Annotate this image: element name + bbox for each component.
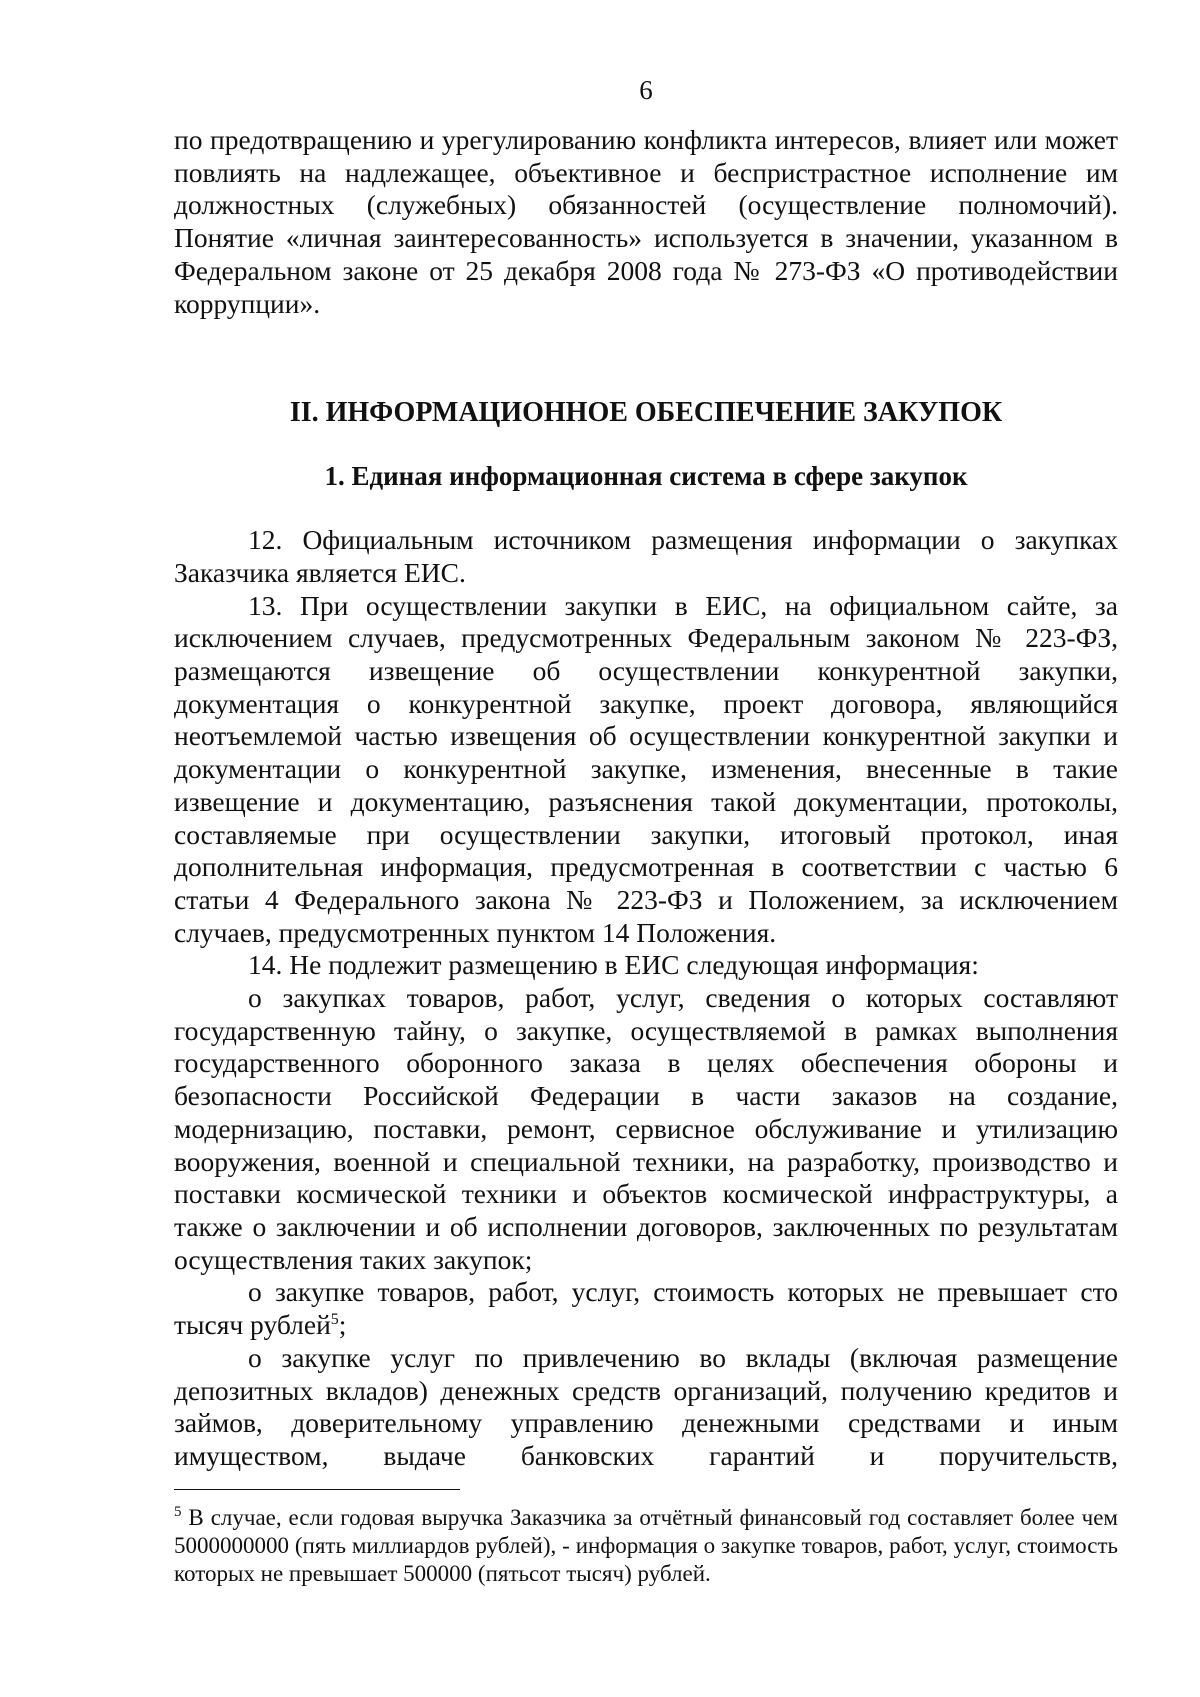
footnote-reference[interactable]: 5 xyxy=(330,1311,339,1329)
footnote-marker: 5 xyxy=(174,1503,182,1520)
document-page xyxy=(174,70,1118,1588)
paragraph-12: 12. Официальным источником размещения информации о закупках Заказчика является ЕИС. xyxy=(174,524,1118,588)
list-item-small-purchase xyxy=(174,1276,1118,1341)
subsection-title: 1. Единая информационная система в сфере закупок xyxy=(324,461,968,492)
paragraph-13: 13. При осуществлении закупки в ЕИС, на официальном сайте, за исключением случаев, предусмотренных Федеральным законом № 223-ФЗ, размещаются извещение об осуществлении конкурентной закупки, документация о конкурентной закупке, проект договора, являющийся неотъемлемой частью извещения об осуществлении конкурентной закупки и документации о конкурентной закупке, изменения, внесенные в такие извещение и документацию, разъяснения такой документации, протоколы, составляемые при осуществлении закупки, итоговый протокол, иная дополнительная информация, предусмотренная в соответствии с частью 6 статьи 4 Федерального закона № 223-ФЗ и Положением, за исключением случаев, предусмотренных пунктом 14 Положения. xyxy=(174,589,1118,948)
section-title: II. ИНФОРМАЦИОННОЕ ОБЕСПЕЧЕНИЕ ЗАКУПОК xyxy=(289,397,1003,429)
footnote-divider xyxy=(174,1489,460,1490)
page-number: 6 xyxy=(639,75,653,105)
footnote xyxy=(174,1504,1118,1588)
list-item-small-purchase-end: ; xyxy=(338,1309,347,1341)
list-item-state-secret: о закупках товаров, работ, услуг, сведения о которых составляют государственную тайну, о закупке, осуществляемой в рамках выполнения государственного оборонного заказа в целях обеспечения обороны и безопасности Российской Федерации в части заказов на создание, модернизацию, поставки, ремонт, сервисное обслуживание и утилизацию вооружения, военной и специальной техники, на разработку, производство и поставки космической техники и объектов космической инфраструктуры, а также о заключении и об исполнении договоров, заключенных по результатам осуществления таких закупок; xyxy=(174,982,1118,1275)
intro-paragraph: по предотвращению и урегулированию конфликта интересов, влияет или может повлиять на надлежащее, объективное и беспристрастное исполнение им должностных (служебных) обязанностей (осуществление полномочий). Понятие «личная заинтересованность» используется в значении, указанном в Федеральном законе от 25 декабря 2008 года № 273-ФЗ «О противодействии коррупции». xyxy=(174,124,1118,319)
list-item-small-purchase-text: о закупке товаров, работ, услуг, стоимость которых не превышает сто тысяч рублей xyxy=(174,1276,1118,1341)
list-item-deposits: о закупке услуг по привлечению во вклады (включая размещение депозитных вкладов) денежных средств организаций, получению кредитов и займов, доверительному управлению денежными средствами и иным имуществом, выдаче банковских гарантий и поручительств, xyxy=(174,1341,1118,1471)
footnote-text: В случае, если годовая выручка Заказчика за отчётный финансовый год составляет более чем 5000000000 (пять миллиардов рублей), - информация о закупке товаров, работ, услуг, стоимость которых не превышает 500000 (пятьсот тысяч) рублей. xyxy=(174,1504,1118,1586)
paragraph-14: 14. Не подлежит размещению в ЕИС следующая информация: xyxy=(248,949,979,981)
